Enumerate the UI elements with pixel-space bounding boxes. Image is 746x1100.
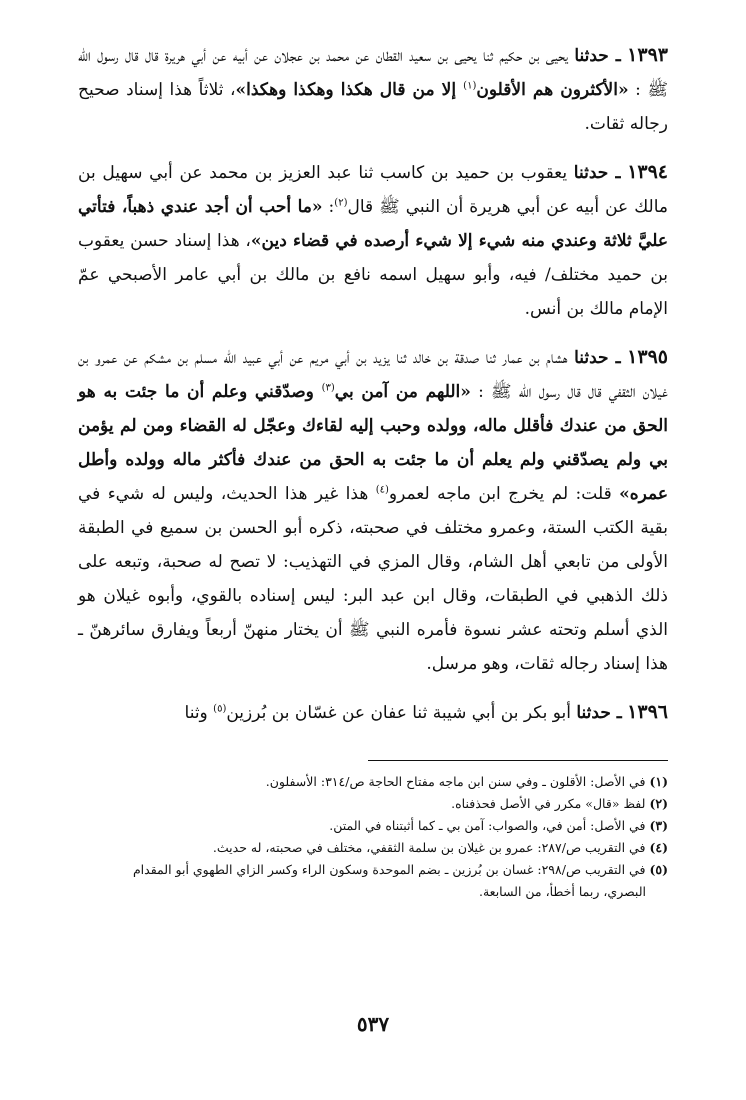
entry-segment: : [322,197,335,217]
entry-keyword: ـ حدثنا [574,348,621,368]
footnote-text: في التقريب ص/٢٩٨: غسان بن بُرزين ـ بضم الموحدة وسكون الراء وكسر الزاي الطهوي أبو المقدام [132,862,646,877]
footnote-number: (٤) [649,840,668,855]
footnote-1 [78,771,668,793]
footnote-separator [368,760,668,761]
entry-segment: يحيى بن حكيم ثنا يحيى بن سعيد القطان عن محمد بن عجلان عن أبيه عن أبي هريرة قال قال رسول الله ﷺ : [78,46,668,100]
hadith-entry-1393 [78,38,668,141]
footnote-marker[interactable]: (٤) [375,484,389,496]
entry-keyword: ـ حدثنا [576,703,622,723]
footnotes [78,771,668,903]
footnote-text: في الأصل: الأقلون ـ وفي سنن ابن ماجه مفتاح الحاجة ص/٣١٤: الأسفلون. [265,774,646,789]
footnote-number: (٢) [649,796,668,811]
footnote-3 [78,815,668,837]
entry-number: ١٣٩٦ [627,701,668,723]
entry-keyword: ـ حدثنا [573,163,621,183]
footnote-marker[interactable]: (١) [463,80,477,92]
entry-segment: هشام بن عمار ثنا صدقة بن خالد ثنا يزيد بن أبي مريم عن أبي عبيد الله مسلم بن مشكم عن عمرو بن غيلان الثقفي قال قال رسول الله ﷺ : [78,348,669,402]
footnote-text: في التقريب ص/٢٨٧: عمرو بن غيلان بن سلمة الثقفي، مختلف في صحبته، له حديث. [212,840,646,855]
footnote-number: (٥) [649,862,668,877]
footnote-text: البصري، ربما أخطأ، من السابعة. [479,884,646,899]
entry-segment-bold: إلا من قال هكذا وهكذا وهكذا» [235,80,464,100]
hadith-entries [78,38,668,730]
footnote-5-continuation [78,881,668,903]
entry-segment: ، هذا إسناد حسن يعقوب بن حميد مختلف/ فيه، وأبو سهيل اسمه نافع بن مالك بن أبي عامر الأصبحي عمّ الإمام مالك بن أنس. [78,231,668,319]
footnote-text: لفظ «قال» مكرر في الأصل فحذفناه. [451,796,646,811]
entry-segment: وثنا [184,703,214,723]
footnote-number: (١) [649,774,668,789]
footnote-text: في الأصل: أمن في، والصواب: آمن بي ـ كما أثبتناه في المتن. [329,818,646,833]
entry-number: ١٣٩٣ [627,44,668,66]
entry-segment-bold: «الأكثرون هم الأقلون [476,80,629,100]
entry-number: ١٣٩٤ [627,161,669,183]
footnote-number: (٣) [649,818,668,833]
entry-segment: هذا غير هذا الحديث، وليس له شيء في بقية الكتب الستة، وعمرو مختلف في صحبته، ذكره أبو الحسن بن سميع في الطبقة الأولى من تابعي أهل الشام، وقال المزي في التهذيب: لا تصح له صحبة، وتبعه على ذلك الذهبي في الطبقات، وقال ابن عبد البر: ليس إسناده بالقوي، وأبوه غيلان هو الذي أسلم وتحته عشر نسوة فأمره النبي ﷺ أن يختار منهنّ أربعاً ويفارق سائرهنّ ـ هذا إسناد رجاله ثقات، وهو مرسل. [78,484,668,674]
entry-segment: ، ثلاثاً هذا إسناد صحيح رجاله ثقات. [78,80,668,134]
footnote-marker[interactable]: (٥) [213,703,227,715]
hadith-entry-1394 [78,155,668,326]
entry-number: ١٣٩٥ [627,346,668,368]
footnote-marker[interactable]: (٢) [334,197,348,209]
hadith-entry-1396 [78,695,668,730]
entry-segment-bold: «ما أحب أن أجد عندي ذهباً، فتأتي عليَّ ثلاثة وعندي منه شيء إلا شيء أرصده في قضاء دين» [78,197,669,251]
entry-segment: قلت: لم يخرج ابن ماجه لعمرو [388,484,620,504]
footnote-5 [78,859,668,881]
entry-keyword: ـ حدثنا [574,46,621,66]
page-number: ٥٣٧ [356,1012,390,1036]
entry-segment: أبو بكر بن أبي شيبة ثنا عفان عن غسّان بن بُرزين [226,703,577,723]
footnote-2 [78,793,668,815]
entry-segment-bold: «اللهم من آمن بي [334,382,471,402]
footnote-marker[interactable]: (٣) [321,382,335,394]
entry-segment: يعقوب بن حميد بن كاسب ثنا عبد العزيز بن محمد عن أبي سهيل بن مالك عن أبيه عن أبي هريرة أن النبي ﷺ قال [78,163,668,217]
footnote-4 [78,837,668,859]
hadith-entry-1395 [78,340,668,681]
entry-segment-bold: وصدّقني وعلم أن ما جئت به هو الحق من عندك فأقلل ماله، وولده وحبب إليه لقاءك وعجّل له القضاء ومن لم يؤمن بي ولم يصدّقني ولم يعلم أن ما جئت به الحق من عندك فأكثر ماله وولده وأطل عمره» [78,382,668,504]
